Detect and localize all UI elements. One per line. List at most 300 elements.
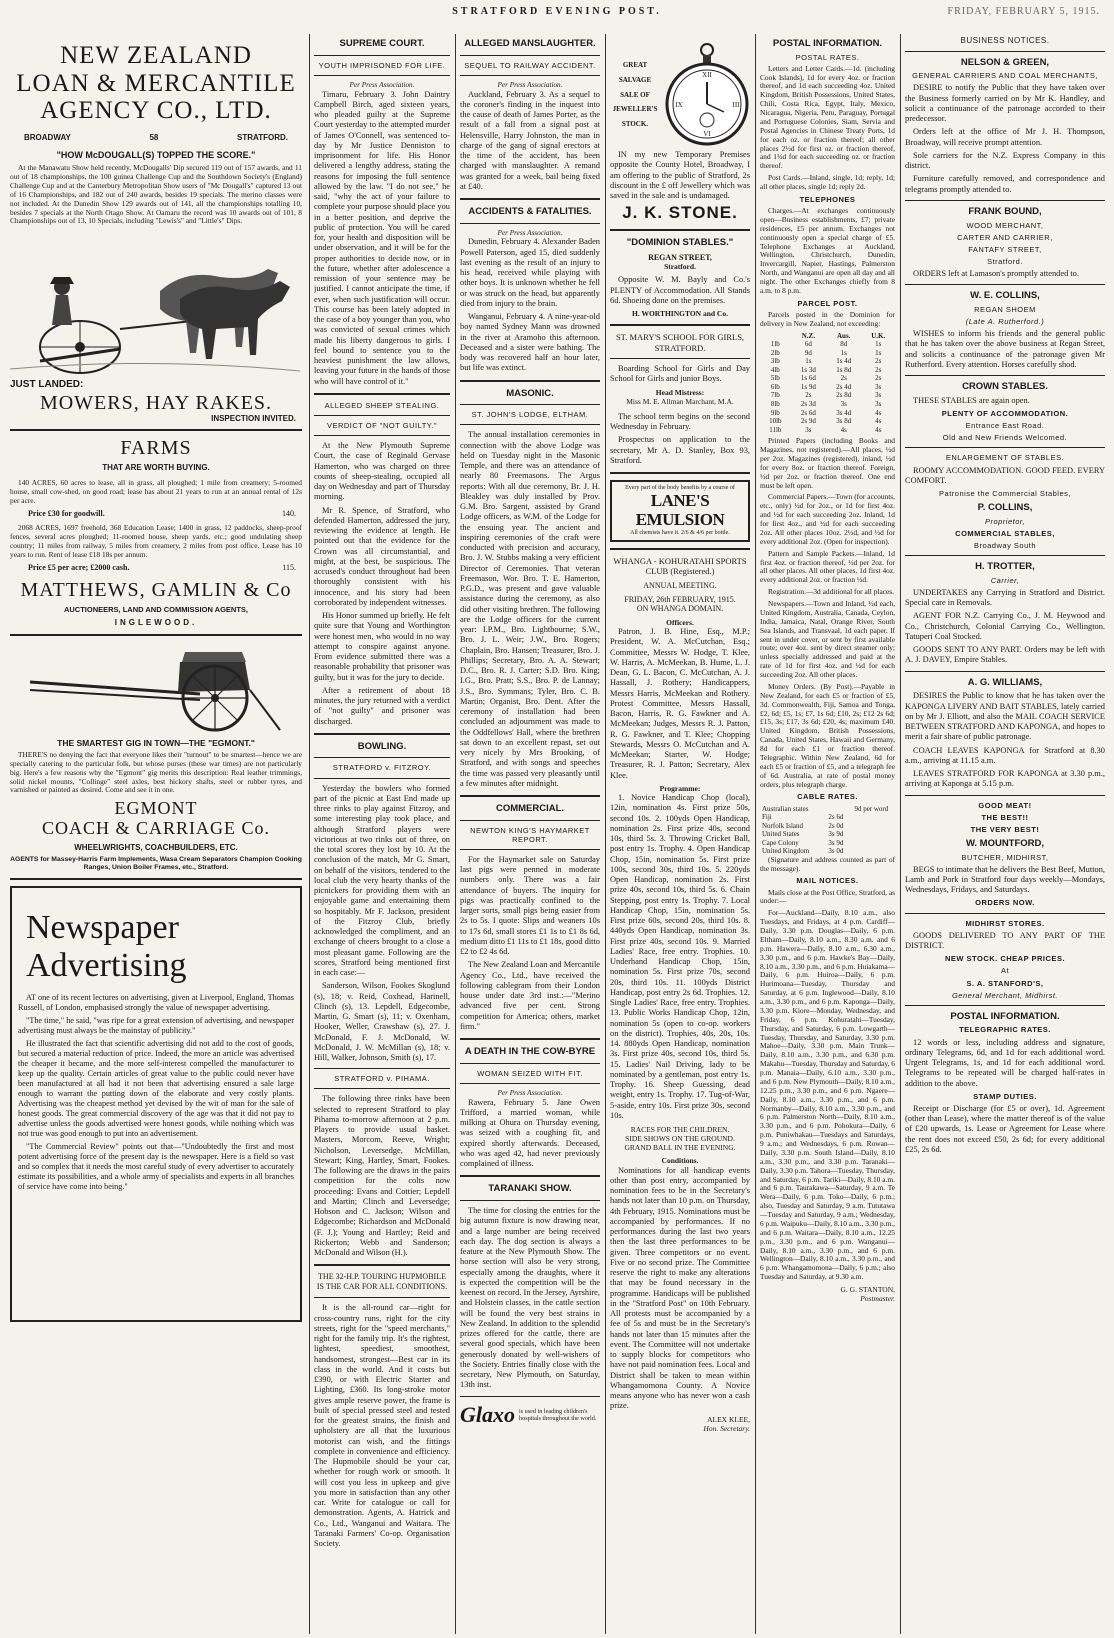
telephones-heading: TELEPHONES (799, 194, 856, 204)
parcel-cell: 3s (840, 400, 847, 408)
parcel-header-cell: U.K. (871, 331, 886, 340)
stamp-duties-heading: STAMP DUTIES. (973, 1091, 1037, 1101)
column-rule (900, 34, 901, 1634)
divider (460, 404, 600, 405)
cable-cell (848, 813, 895, 822)
commercial-body-1: For the Haymarket sale on Saturday last pigs were penned in moderate numbers only. There was a fair attendance of buyers. The inquiry for pigs was practically confined to the larger sorts, small pigs being easier from 2s to 5s. I quote: Slips and weaners 10s to 17s 6d, small stores £1 1s to £1 8s 6d, medium ditto £1 11s to £1 18s, good ditto £2 to £2 4s 6d. (460, 854, 600, 957)
parcel-header-cell: Aus. (837, 331, 851, 340)
enlargement-owner-3: COMMERCIAL STABLES, (955, 528, 1055, 538)
parcel-row (760, 417, 895, 426)
nzlm-name-2: LOAN & MERCANTILE (16, 69, 296, 97)
just-landed: JUST LANDED: (10, 379, 84, 391)
parcel-row (760, 366, 895, 375)
parcel-rates-table (760, 332, 895, 434)
whanga-programme: 1. Novice Handicap Chop (local), 12in, nomination 4s. First prize 50s, second 10s. 2. 100yds Open Handicap, nomination 2s. First prize 40s, second 10s, third 5s. 3. Throwing Cricket Ball, post entry 1s. Trophy. 4. Open Handicap Chop, 15in, nomination 5s. First prize 100s, second 30s, third 10s. 5. 220yds Open Handicap, nomination 2s. First prize 40s, second 10s, third 5s. 6. Chain Stepping, post entry 1s. Trophy. 7. Local Handicap Chop, 15in, nomination 5s. First prize 60s, second 20s, third 10s. 8. 440yds Open Handicap, nomination 3s. First prize 40s, second 10s. 9. Married Ladies' Race, free entry. Trophies. 10. Underhand Handicap Chop, 15in, nomination 5s. First prize 70s, second 20s, third 10s. 11. 100yds District Handicap, post entry 2s 6d. Trophies. 12. Single Ladies' Race, free entry. Trophies. 13. Public Works Handicap Chop, 12in, nomination 5s (open to co-op. workers on the district). Trophies, 40s, 20s, 10s. 14. 880yds Open Handicap, nomination 3s. First prize 40s, second 10s, third 5s. 15. Ladies' Nail Driving, lady to be nominated by a gentleman, post entry 1s. Trophy. 16. Sheep Guessing, dead weight, entry 1s. Trophy. 17. Tug-of-War, 5-aside, entry 10s. First prize 30s, second 10s. (610, 793, 750, 1120)
sheep-body-1: At the New Plymouth Supreme Court, the case of Reginald Gervase Hamerton, who was charged on three counts of sheep-stealing, occupied all day on Wednesday and part of Thursday morning. (314, 441, 450, 502)
accidents-body-1: Dunedin, February 4. Alexander Baden Powell Paterson, aged 15, died suddenly last evening as the result of an injury to his head, received while playing with other boys. It is unknown whether he fell or was struck on the head, but apparently died from injury to the brain. (460, 237, 600, 308)
dominion-town: Stratford. (664, 262, 696, 272)
column-3 (460, 34, 600, 1634)
collins-name: W. E. COLLINS, (970, 290, 1040, 302)
cable-cell: Fiji (762, 813, 772, 822)
parcel-cell: 3s 4d (836, 408, 852, 417)
parcel-cell: 1s 8d (836, 365, 852, 374)
whanga-conditions-label: Conditions. (661, 1156, 699, 1166)
masonic-headline: MASONIC. (506, 387, 554, 399)
advertising-title-2: Advertising (26, 946, 187, 984)
frank-bound-address: FANTAFY STREET, (968, 244, 1042, 254)
nelson-green-body-2: Orders left at the office of Mr J. H. Thompson, Broadway, will receive prompt attention. (905, 127, 1105, 147)
salvage-advert (610, 40, 750, 150)
whanga-side-shows: SIDE SHOWS ON THE GROUND. (625, 1134, 735, 1144)
parcel-cell: 1s 9d (800, 382, 816, 391)
mountford-body: BEGS to intimate that he delivers the Best Beef, Mutton, Lamb and Pork in Stratford four days weekly—Mondays, Wednesdays, Fridays, and Saturdays. (905, 864, 1105, 895)
parcel-row (760, 400, 895, 409)
cable-cell: Australian states (762, 804, 809, 813)
pihama-sub: STRATFORD v. PIHAMA. (334, 1074, 430, 1084)
cable-cell: 2s 0d (828, 821, 844, 830)
parcel-cell: 9lb (770, 408, 780, 417)
parcel-row (760, 340, 895, 349)
egmont-name-1: EGMONT (114, 798, 198, 819)
cable-cell: 9d per word (854, 804, 889, 813)
farms-title: FARMS (120, 437, 192, 460)
parcel-cell: 1lb (770, 340, 780, 349)
masonic-body: The annual installation ceremonies in connection with the above Lodge was held on Tuesday night in the Masonic Temple, and there was an attendance of nearly 80 Freemasons. The Argus reports: With all due ceremony, Br. J. H. Bleakley was duly installed by Prov. G.M. Bro. Sargent, assisted by Grand Lodge officers, as W.M. of the Lodge for the ensuing year. The ancient and inspiring ceremonies of the craft were conducted with precision and accuracy, Bro. J. W. Stubbs making a very efficient Director of Ceremonies. That veteran Freemason, Wor. Bro. T. E. Hamerton, P.G.D., was present and gave valuable assistance during the ceremony, as also did other visiting brethren. The following are the Lodge officers for the current year: I.P.M., Bro. Lightbourne; S.W., Bro. J. L. Weir; J.W., Bro. Rogers; Chaplain, Bro. Hansen; Treasurer, Bro. J. Phillips; Secretary, Bro. A. A. Stewart; D.C., Bro. R. J. Carter; S.D. Bro. King; I.G., Bro. Pratt; S.S., Bro. P. de Lannay; J.S., Bro. Symmans; Tyler, Bro. C. B. Martin; Organist, Bro. Dent. After the ceremony of installation had been concluded an adjournment was made to the Oddfellows' Hall, where the brethren sat down to an excellent repast, set out very nicely by Mrs Brooking, of Stratford, and with songs and speeches the time was passed very pleasantly until a few minutes after midnight. (460, 430, 600, 788)
hupmobile-body: It is the all-round car—right for cross-country runs, right for the city streets, right for the "speed merchants," right for the family trip. It's the rightest, lightest, speediest, smoothest, handsomest, strongest—Best car in its class in the world. And it costs but £390, or with Electric Starter and Lighting, £360. Its long-stroke motor gives ample reserve power, the frame is built of special pressed steel and tested for the greatest strains, the finish and upholstery are all that the luxurious motorist can wish, and the fittings complete in convenience and efficiency. The Hupmobile should be your car, whether for rough work or smooth. It will cost you less in upkeep and give you more in satisfaction than any other car. Write for catalogue or call for demonstration. Agents, A. Hatrick and Co., Ltd., Wanganui and Waitara. The Taranaki Farmers' Co-op. Organisation Society. (314, 1303, 450, 1549)
supreme-court-sub: YOUTH IMPRISONED FOR LIFE. (318, 60, 446, 70)
cable-cell: Norfolk Island (762, 821, 804, 830)
mountford-sub: BUTCHER, MIDHIRST, (961, 852, 1049, 862)
svg-text:IX: IX (675, 101, 683, 109)
divider (905, 795, 1105, 796)
divider (10, 634, 302, 636)
parcel-cell: 3lb (770, 357, 780, 366)
advertising-para-4: "The Commercial Review" points out that—"Undoubtedly the first and most potent advertising force of the present day is the newspaper. Here is a field so vast and so complex that it needs the most careful study of every advertiser to accurately estimate its possibilities, and a whole army of specialists and experts in all branches of service have come into being." (18, 1142, 294, 1192)
parcel-cell: 2lb (770, 348, 780, 357)
manslaughter-headline: ALLEGED MANSLAUGHTER. (464, 38, 596, 49)
st-marys-mistress: Miss M. E. Allman Marchant, M.A. (626, 396, 734, 406)
telegraphic-heading: TELEGRAPHIC RATES. (959, 1025, 1051, 1035)
farm-1-price-row (28, 509, 296, 519)
divider (905, 284, 1105, 285)
manslaughter-sub: SEQUEL TO RAILWAY ACCIDENT. (464, 60, 596, 70)
divider (314, 435, 450, 436)
parcel-row (760, 383, 895, 392)
business-notices-heading: BUSINESS NOTICES. (960, 36, 1050, 45)
egmont-agents: AGENTS for Massey-Harris Farm Implements, Wasa Cream Separators Champion Cooking Ranges, Union Boiler Frames, etc., Stratford. (10, 855, 302, 871)
st-marys-mistress-label: Head Mistress: (655, 387, 705, 397)
meat-heading-3: THE VERY BEST! (970, 824, 1040, 834)
telephones-body: Charges.—At exchanges continuously open—Business establishments, £7; private residences, £5 per annum. Exchanges not continuously open a special charge of £5. Telephone Exchanges at Auckland, Wellington, Christchurch, Dunedin, Invercargill, Napier, Hastings, Palmerston North, and Wanganui are open all day and all night. The other Exchanges chiefly from 8 a.m. to 8 p.m. (760, 206, 895, 295)
williams-body: DESIRES the Public to know that he has taken over the KAPONGA LIVERY AND BAIT STABLES, lately carried on by Mr J. Elliott, and also the MAIL COACH SERVICE BETWEEN STRATFORD AND KAPONGA, and hopes to merit a fair share of public patronage. (905, 691, 1105, 742)
farm-1: 140 ACRES, 60 acres to lease, all in grass, all ploughed; 1 mile from creamery; 5-roomed house, small cow-shed, on good road; lease has about 21 years to run at an annual rental of 12s per acre. (10, 478, 302, 505)
cow-byre-headline: A DEATH IN THE COW-BYRE (464, 1046, 596, 1058)
parcel-cell: 2s (840, 374, 847, 383)
parcel-row (760, 349, 895, 358)
column-rule (605, 34, 606, 1634)
farms-advert (10, 437, 302, 627)
commercial-body-2: The New Zealand Loan and Mercantile Agency Co., Ltd., have received the following cablegram from their London house under date 3rd inst.:—"Merino advanced five per cent. Strong competition for America; others, market firm." (460, 960, 600, 1031)
pattern-packets: Pattern and Sample Packets.—Inland, 1d first 4oz. or fraction thereof, ½d per 2oz. for all other places. All other places, 1d first 4oz. every additional 2oz. or fraction ½d. (760, 548, 895, 585)
nelson-green-body: DESIRE to notify the Public that they have taken over the Business formerly carried on by Mr K. Handley, and solicit a continuance of the patronage accorded to their predecessor. (905, 83, 1105, 124)
column-1 (10, 34, 302, 1634)
whanga-signature: ALEX KLEE, (707, 1414, 750, 1424)
parcel-cell: 2s 9d (800, 417, 816, 426)
divider (905, 51, 1105, 52)
cable-row (760, 822, 895, 831)
midhirst-owner-2: General Merchant, Midhirst. (951, 990, 1059, 1000)
lanes-emulsion-advert (610, 480, 750, 542)
enlargement-owner: P. COLLINS, (977, 502, 1033, 514)
divider (460, 1038, 600, 1040)
whanga-domain: ON WHANGA DOMAIN. (636, 604, 724, 614)
enlargement-owner-2: Proprietor, (984, 516, 1026, 526)
mountford-name: W. MOUNTFORD, (965, 837, 1045, 849)
sheep-body-4: After a retirement of about 18 minutes, the jury returned with a verdict of "not guilty" and prisoner was discharged. (314, 685, 450, 726)
printed-papers: Printed Papers (including Books and Magazines, not registered).—All places, ½d per 2oz. Magazines (registered), inland, ½d for every 8oz. or fraction thereof. Foreign, ½d per 2oz. or fraction thereof. One end must be left open. (760, 436, 895, 490)
whanga-officers: Patron, J. B. Hine, Esq., M.P.; President, W. A. McCutchan, Esq.; Committee, Messrs W. Hodge, T. Klee, W. Harris, A. McMeekan, B. Hume, L. J. Dean, G. L. Bacon, C. McCutchan, A. J. Hassall, J. Rothery; Handicappers, Messrs Harris, McMeekan and Rothery. Protest Committee, Messrs Hassall, Bacon, Harris, R. G. Fawkner and A. McMeekan; Judges, Messrs R. J. Patton, R. G. Fawkner, and T. Klee; Chopping Stewards, Messrs O. McCutchan and A. McMeekan; Starter, W. Hodge; Treasurer, R. J. Patton; Secretary, Alex Klee. (610, 627, 750, 780)
divider (610, 324, 750, 326)
mail-heading: MAIL NOTICES. (796, 876, 859, 886)
sheep-body-3: His Honor summed up briefly. He felt quite sure that Young and Worthington were honest men, who would in no way attempt to conspire against anyone. From evidence submitted there was a reasonable probability that prisoner was guilty, but it was for the jury to decide. (314, 611, 450, 682)
parcel-cell: 2s (875, 357, 882, 366)
divider (905, 200, 1105, 201)
whanga-date: FRIDAY, 26th FEBRUARY, 1915. (624, 594, 736, 604)
cable-note: (Signature and address counted as part of the message). (760, 854, 895, 873)
parcel-header-cell: N.Z. (801, 331, 815, 340)
divider (314, 757, 450, 758)
salvage-line: SALVAGE (618, 75, 652, 84)
farms-subtitle: THAT ARE WORTH BUYING. (102, 463, 210, 473)
enlargement-body-2: Patronise the Commercial Stables, (939, 489, 1071, 499)
cow-byre-body: Rawera, February 5. Jane Owen Trifford, a married woman, while milking at Ohura on Thursday evening, was seized with a coughing fit, and expired shortly afterwards. Deceased, who was aged 42, had never previously complained of illness. (460, 1097, 600, 1169)
parcel-cell: 4s (875, 408, 882, 417)
cow-byre-sub: WOMAN SEIZED WITH FIT. (477, 1068, 583, 1078)
sheep-sub: VERDICT OF "NOT GUILTY." (326, 420, 438, 430)
matthews-name: MATTHEWS, GAMLIN & Co (20, 578, 292, 601)
sheep-headline: ALLEGED SHEEP STEALING. (324, 400, 440, 410)
divider (460, 1200, 600, 1201)
divider (460, 849, 600, 850)
matthews-sub: AUCTIONEERS, LAND AND COMMISSION AGENTS, (63, 604, 249, 614)
nzlm-addr-mid: 58 (149, 132, 159, 142)
divider (905, 375, 1105, 376)
divider (610, 472, 750, 474)
advertising-para-2: "The time," he said, "was ripe for a great extension of advertising, and newspaper advertising must always be the mainstay of publicity." (18, 1016, 294, 1036)
lanes-bottom: All chemists have it. 2/6 & 4/6 per bottle. (630, 529, 730, 536)
pihama-body: The following three rinks have been selected to represent Stratford to play Pihama to-morrow afternoon at 2 p.m. Players to provide usual basket. Masters, Morcom, Reeve, Wright; Nicholson, Leversedge, McMillan, Stewart; King, Hartley, Smart, Fookes. The following are the draws in the pairs competition for the colts now proceeding: Evans and Cottier; Lepdell and Martin; Clinch and Leversedge; Hobson and C. Jackson; Wilson and Edgecombe; Richardson and McDonald (F. J.); Young and Hartley; Reid and Rickerton; Webb and Sanderson; McDonald and Wilson (H.). (314, 1094, 450, 1258)
divider (460, 1083, 600, 1084)
midhirst-body: GOODS DELIVERED TO ANY PART OF THE DISTRICT. (905, 930, 1105, 950)
whanga-programme-label: Programme: (659, 783, 701, 793)
salvage-line: STOCK. (621, 120, 649, 129)
pocket-watch-icon (664, 40, 750, 150)
matthews-town: INGLEWOOD. (114, 617, 198, 627)
column-rule (309, 34, 310, 1634)
midhirst-at: At (1000, 966, 1010, 976)
accidents-body-2: Wanganui, February 4. A nine-year-old boy named Sydney Mann was drowned in the river at Aramoho this afternoon. Deceased and a sister were bathing. The body was recovered half an hour later, but life was extinct. (460, 312, 600, 373)
st-marys-term: The school term begins on the second Wednesday in February. (610, 411, 750, 432)
postal-info-2-heading: POSTAL INFORMATION. (950, 1010, 1060, 1022)
divider (314, 75, 450, 76)
farm-1-number: 140. (282, 508, 296, 518)
parcel-cell: 1s (875, 348, 882, 357)
newspaper-advertising-box (10, 886, 302, 1322)
lanes-top: Every part of the body benefits by a course of (625, 485, 735, 492)
whanga-meeting: ANNUAL MEETING. (643, 580, 717, 590)
st-marys-headline: ST. MARY'S SCHOOL FOR GIRLS, STRATFORD. (615, 332, 745, 353)
bowling-body: Yesterday the bowlers who formed part of the picnic at East End made up three rinks to play against Fitzroy, and some interesting play took place, and although Stratford players were victorious at two rinks out of three, on the total scores they lost by 10. At the conclusion of the match, Mr G. Smart, on behalf of the visitors, tendered to the local club the very hearty thanks of the picnickers for providing them with an enjoyable game and entertaining them so hospitably. Mr F. Jackson, president of the Fitzroy Club, briefly acknowledged the compliment, and an exchange of cheers brought to a close a most pleasant game. Following are the scores, Stratford being mentioned first in each case:— (314, 783, 450, 977)
divider (314, 415, 450, 416)
divider (610, 229, 750, 231)
whanga-signature-title: Hon. Secretary. (703, 1423, 750, 1433)
farm-2-price-row (28, 563, 296, 573)
dominion-owner: H. WORTHINGTON and Co. (632, 309, 728, 319)
bowling-headline: BOWLING. (357, 740, 407, 752)
parcel-heading: PARCEL POST. (797, 298, 858, 308)
sheep-body-2: Mr R. Spence, of Stratford, who defended Hamerton, addressed the jury, reviewing the evidence at length. He pointed out that the evidence for the Crown was all circumstantial, and might, at the best, be suspicious. The accused's conduct throughout had been thoroughly consistent with his innocence, and his story had been corroborated by independent witnesses. (314, 505, 450, 607)
parcel-cell: 3s (875, 391, 882, 400)
cable-cell: United Kingdom (762, 847, 810, 856)
parcel-cell: 4s (875, 417, 882, 426)
frank-bound-town: Stratford. (987, 256, 1023, 266)
nzlm-addr-left: BROADWAY (24, 132, 71, 142)
divider (460, 223, 600, 224)
egmont-sub: WHEELWRIGHTS, COACHBUILDERS, ETC. (74, 842, 238, 852)
masthead-title: STRATFORD EVENING POST. (452, 6, 662, 17)
gig-headline: THE SMARTEST GIG IN TOWN—THE "EGMONT." (57, 737, 255, 748)
parcel-header-cell (760, 332, 791, 341)
parcel-cell: 1s (875, 340, 882, 349)
parcel-row (760, 391, 895, 400)
meat-heading-2: THE BEST!! (981, 812, 1029, 822)
accidents-headline: ACCIDENTS & FATALITIES. (468, 206, 592, 217)
manslaughter-source: Per Press Association. (497, 80, 563, 89)
whanga-races: RACES FOR THE CHILDREN. (630, 1125, 730, 1135)
divider (905, 913, 1105, 914)
nzlm-name-3: AGENCY CO., LTD. (40, 97, 272, 124)
farm-2: 2068 ACRES, 1697 freehold, 368 Education Lease; 1400 in grass, 12 paddocks, sheep-proof fences, several acres ploughed; 11-roomed house, sheep yards, etc.; good undulating sheep country; 11 miles from railway, 5 miles from creamery, 2 miles from post office. Lease has 10 years to run. Rent of lease £18 18s per annum. (10, 523, 302, 560)
divider (905, 671, 1105, 672)
taranaki-show-headline: TARANAKI SHOW. (488, 1183, 572, 1195)
parcel-cell: 10lb (769, 417, 782, 426)
divider (460, 1063, 600, 1064)
enlargement-body: ROOMY ACCOMMODATION. GOOD FEED. EVERY COMFORT. (905, 465, 1105, 485)
nzlm-body: At the Manawatu Show held recently, McDougalls' Dip secured 119 out of 157 awards, and 11 out of 18 championships, the 100 guinea Challenge Cup and the Southdown Society's (England) Challenge Cup and at the Canterbury Metropolitan Show users of "Mc Dougall's" captured 13 out of 16 Championships, and 182 out of 240 awards, besides 19 specials. The merino classes were not included. At the Dunedin Show 129 awards out of 141, all the championships totalling 10, besides 7 specials at the North Otago Show. At Oamaru the record was 10 awards out of 101, 8 Championships out of 13, 10 Specials, including "Lewis's" and "Little's" Dips. (10, 163, 302, 226)
parcel-cell: 1s 6d (800, 374, 816, 383)
parcel-cell: 3s (875, 400, 882, 408)
advertising-title-1: Newspaper (26, 908, 179, 946)
column-rule (455, 34, 456, 1634)
trotter-sub: Carrier, (990, 575, 1020, 585)
williams-body-3: LEAVES STRATFORD FOR KAPONGA at 3.30 p.m., arriving at Kaponga at 5.15 p.m. (905, 769, 1105, 789)
postal-letters: Letters and Letter Cards.—1d. (including Cook Islands), 1d for every 4oz. or fraction thereof, and 1d each succeeding 4oz. United Kingdom, British Possessions, United States, Chili, Costa Rica, Egypt, Italy, Mexico, Nicaragua, Nigeria, Peru, Paraguay, Portugal and Portuguese Colonies, Siam, Servia and Postal Agencies in Chinese Treaty Ports, 1d for each oz. or fraction thereof; all other places 2½d for first oz. or fraction thereof, and 1½d for each succeeding oz. or fraction thereof. (760, 63, 895, 171)
parcel-cell: 2s 3d (800, 400, 816, 408)
mower-illustration (10, 229, 300, 379)
supreme-court-headline: SUPREME COURT. (339, 38, 425, 49)
stamp-duties-body: Receipt or Discharge (for £5 or over), 1d. Agreement (other than Lease), where the matter thereof is of the value of £20 upwards, 1s. Lease or Agreement for Lease where the rent does not exceed £50, 2s 6d; for every additional £25, 2s 6d. (905, 1103, 1105, 1154)
nzlm-name-1: NEW ZEALAND (60, 42, 252, 69)
parcel-row (760, 426, 895, 435)
cable-cell (824, 805, 848, 814)
svg-text:VI: VI (703, 130, 711, 138)
frank-bound-name: FRANK BOUND, (968, 205, 1042, 217)
divider (460, 795, 600, 797)
parcel-cell: 2s (875, 365, 882, 374)
midhirst-owner: S. A. STANFORD'S, (966, 978, 1044, 988)
parcel-cell: 2s 4d (836, 382, 852, 391)
trotter-body: UNDERTAKES any Carrying in Stratford and District. Special care in Removals. (905, 587, 1105, 608)
whanga-officers-label: Officers. (666, 618, 694, 628)
dominion-headline: "DOMINION STABLES." (626, 236, 734, 248)
frank-bound-sub: WOOD MERCHANT, (966, 220, 1044, 230)
parcel-cell: 7lb (770, 391, 780, 400)
trotter-name: H. TROTTER, (975, 561, 1035, 573)
postal-postcards: Post Cards.—Inland, single, 1d; reply, 1d; all other places, single 1d; reply 2d. (760, 173, 895, 192)
collins-sub: REGAN SHOEM (974, 304, 1036, 314)
parcel-cell: 5lb (770, 374, 780, 383)
nzlm-headline: "HOW McDOUGALL(S) TOPPED THE SCORE." (56, 150, 256, 161)
cable-cell: 3s 9d (828, 838, 844, 847)
lanes-name: LANE'S EMULSION (635, 491, 725, 530)
parcel-cell: 2s 6d (800, 408, 816, 417)
gig-illustration (10, 642, 300, 734)
manslaughter-body: Auckland, February 3. As a sequel to the coroner's finding in the inquest into the cause of death of James Porter, as the result of a fall from a signal post at Helensville, Harry Johnston, the man in charge of the gang of signal erectors at the time of the accident, has been charged with manslaughter. A remand was granted for a week, bail being fixed at £40. (460, 89, 600, 191)
commercial-headline: COMMERCIAL. (495, 803, 565, 815)
nzlm-addr-right: STRATFORD. (237, 132, 288, 142)
cable-cell: 2s 6d (828, 813, 844, 822)
supreme-court-source: Per Press Association. (349, 80, 415, 89)
cable-cell: United States (762, 830, 800, 839)
parcel-cell: 2s (875, 374, 882, 383)
stone-body: IN my new Temporary Premises opposite the County Hotel, Broadway, I am offering to the public of Stratford, 2s discount in the £ off Jewellery which was saved in the sale and is undamaged. (610, 150, 750, 200)
enlargement-heading: ENLARGEMENT OF STABLES. (945, 453, 1065, 463)
advertising-para-1: AT one of its recent lectures on advertising, given at Liverpool, England, Thomas Russell, of London, emphasised strongly the value of newspaper advertising. (18, 993, 294, 1013)
parcel-cell: 1s (840, 348, 847, 357)
meat-heading: GOOD MEAT! (978, 800, 1032, 810)
cable-row (760, 813, 895, 822)
money-orders: Money Orders. (By Post).—Payable in New Zealand, for each £5 or fraction of £5, 3d. Commonwealth, Fiji, Samoa and Tonga, £2, 6d; £5, 1s; £7, 1s 6d; £10, 2s; £12 2s 6d; £15, 3s; £17, 3s 6d; £20, 4s; maximum £40. United Kingdom, British Possessions, Canada, United States, Hawaii and Germany, 8d for each £1 or fraction thereof. Telegraphic. Within New Zealand, 6d for each £5 or fraction of £5, and a telegraph fee of 6d. Australia, at rate of postal money orders, plus telegraph charge. (760, 681, 895, 789)
glaxo-text: is used in leading children's hospitals throughout the world. (519, 1407, 597, 1422)
masonic-sub: ST. JOHN'S LODGE, ELTHAM. (471, 410, 589, 420)
nzlm-address (24, 133, 288, 143)
farm-2-number: 115. (282, 562, 296, 572)
crown-stables-name: CROWN STABLES. (962, 381, 1048, 393)
salvage-line: JEWELLER'S (612, 105, 658, 114)
parcel-cell: 4s (840, 425, 847, 434)
svg-text:XII: XII (702, 71, 712, 79)
column-4 (610, 34, 750, 1634)
hupmobile-headline: THE 32-H.P. TOURING HUPMOBILE IS THE CAR FOR ALL CONDITIONS. (316, 1272, 448, 1292)
telegraphic-body: 12 words or less, including address and signature, ordinary Telegrams, 6d, and 1d for each additional word. Urgent Telegrams, 1s, and 1d for each additional word. Telegrams to be repeated will be charged half-rates in addition to the above. (905, 1037, 1105, 1088)
cable-row (760, 830, 895, 839)
dominion-body: Opposite W. M. Bayly and Co.'s PLENTY of Accommodation. All Stands 6d. Shoeing done on the premises. (610, 275, 750, 305)
bowling-sub: STRATFORD v. FITZROY. (332, 763, 432, 773)
whanga-headline: WHANGA - KOHURATAHI SPORTS CLUB (Registered.) (613, 556, 747, 577)
divider (460, 55, 600, 56)
gig-body: THERE'S no denying the fact that everyone likes their "turnout" to be smartest—hence we are specially catering to the particular folk, but whose purses (these war times) are not particularly big. Here's a few reasons why the "Egmont" gig merits this description: Real leather trimmings, solid nickel mounts, "Collinge" steel axles, best hickory shafts, steel or rubber tyres, and varnished or painted as desired. Come and see it in one. (10, 749, 302, 795)
parcel-cell: 4lb (770, 365, 780, 374)
divider (314, 778, 450, 779)
parcel-row (760, 374, 895, 383)
divider (314, 733, 450, 735)
st-marys-body: Boarding School for Girls and Day School for Girls and junior Boys. (610, 364, 750, 384)
parcel-cell: 3s 8d (836, 417, 852, 426)
nzlm-advert (10, 42, 302, 423)
divider (314, 393, 450, 395)
cable-cell: 3s 0d (828, 847, 844, 856)
parcel-cell: 3s (805, 425, 812, 434)
parcel-cell: 6d (804, 340, 812, 349)
enlargement-owner-4: Broadway South (973, 541, 1037, 551)
orders-now: ORDERS NOW. (975, 898, 1035, 908)
column-6 (905, 34, 1105, 1634)
salvage-line: GREAT (622, 61, 648, 70)
nelson-green-body-4: Furniture carefully removed, and correspondence and telegrams promptly attended to. (905, 174, 1105, 194)
parcel-row (760, 357, 895, 366)
column-2 (314, 34, 450, 1634)
frank-bound-sub-2: CARTER AND CARRIER, (957, 232, 1053, 242)
divider (460, 198, 600, 200)
postal-headline: POSTAL INFORMATION. (772, 38, 883, 49)
egmont-name-2: COACH & CARRIAGE Co. (41, 818, 271, 839)
parcel-cell: 1s 4d (836, 357, 852, 366)
parcel-cell: 2s (805, 391, 812, 400)
column-5 (760, 34, 895, 1634)
divider (460, 380, 600, 382)
parcel-cell: 8d (840, 340, 848, 349)
collins-sub-2: (Late A. Rutherford.) (965, 317, 1045, 327)
accidents-source: Per Press Association. (497, 228, 563, 237)
farm-1-price: Price £30 for goodwill. (28, 508, 105, 518)
divider (314, 1297, 450, 1298)
cow-byre-source: Per Press Association. (497, 1088, 563, 1097)
farm-2-price: Price £5 per acre; £2000 cash. (28, 562, 130, 572)
nelson-green-body-3: Sole carriers for the N.Z. Express Company in this district. (905, 150, 1105, 171)
mail-body: For—Auckland—Daily, 8.10 a.m., also Tuesdays, and Fridays, at 4 p.m. Cardiff—Daily, 3.30 p.m. Douglas—Daily, 6 p.m. Eltham—Daily, 8.10 a.m., 8.30 a.m. and 6 p.m. Hawera—Daily, 8.10 a.m., 6.30 a.m., 3.30 p.m., and 6 p.m. Hawke's Bay—Daily, 8.10 a.m., 3.30 p.m., and 6 p.m. Huiakama—Daily, 6 p.m. Huiroa—Daily, 6 p.m. Hurimoana—Tuesday, Thursday and Saturday, at 6 p.m. Inglewood—Daily, 8.10 a.m., 3.30 p.m., and 6 p.m. Kaponga—Daily, 3.30 p.m. Kiore—Monday, Wednesday, and Friday, 6 p.m. Kohuratahi—Tuesday, Thursday, and Saturday, 6 p.m. Lowgarth—Tuesday, Thursday, and Saturday, 3.30 p.m. Mahoe—Daily, 3.30 p.m. Main Trunk—Daily, 8.10 a.m., 3.30 p.m., and 6.30 p.m. Makahu—Tuesday, Thursday and Saturday, 6 p.m. Manaia—Daily, 6.10 a.m., 3.30 p.m., and 6 p.m. New Plymouth—Daily, 8.10 a.m., 12.25 p.m., 3.30 p.m., and 6 p.m. Ngaere—Daily, 8.10 a.m., 3.30 p.m., and 6 p.m. Normanby—Daily, 8.10 a.m., 3.30 p.m., and 6 p.m. Palmerston North—Daily, 8.10 a.m., 3.30 p.m., and 6 p.m. Pohokura—Daily, 6 p.m. Puniwhakau—Tuesdays and Saturdays, 9 a.m.; and Wednesdays, 6 p.m. Rowan—Daily, 3.30 p.m. South Island—Daily, 8.10 a.m., 3.30 p.m., and 3.30 p.m. Taranaki—Daily, 3.30 p.m. Tahora—Tuesday, Thursday, and Saturday, 6 p.m. Tariki—Daily, 8.10 a.m. and 6 p.m. Taurakawa—Saturday, 9 a.m. Te Wera—Daily, 6 p.m. Toko—Daily, 6 p.m.; also, Tuesday and Saturday, 9 a.m. Tututawa—Tuesday and Saturday, 9 a.m.; Wednesday, 6 p.m. Waipuku—Daily, 8.10 a.m., 3.30 p.m., and 6 p.m. Waitara—Daily, 8.10 a.m., 12.25 p.m., 3.30 p.m., and 6 p.m. Wanganui—Daily, 8.10 a.m., 3.30 p.m., and 6 p.m. Wellington—Daily, 8.10 a.m., 3.30 p.m., and 6 p.m. Whangamomona—Daily, 6 p.m.; also Tuesday and Saturday, at 9.30 a.m. (760, 908, 895, 1282)
parcel-cell: 2s 8d (836, 391, 852, 400)
parcel-header-row (760, 332, 895, 341)
commercial-papers: Commercial Papers.—Town (for accounts, etc., only) ½d for 2oz., or 1d for first 4oz. and ½d for each succeeding 2oz. Inland, 1d for first 4oz., and ½d for each succeeding 2oz. All other places 10oz. 2½d, and ½d for every additional 2oz. (Open for inspection). (760, 492, 895, 546)
parcel-row (760, 409, 895, 418)
divider (905, 447, 1105, 448)
masthead-date: FRIDAY, FEBRUARY 5, 1915. (947, 6, 1100, 17)
parcel-cell: 11lb (769, 425, 782, 434)
registration: Registration.—3d additional for all places. (768, 587, 895, 597)
divider (905, 555, 1105, 556)
divider (905, 1005, 1105, 1006)
trotter-body-2: AGENT FOR N.Z. Carrying Co., J. M. Heywood and Co., Christchurch, Colonial Carrying Co., Wellington. Tatuperi Coal Stocked. (905, 611, 1105, 641)
divider (10, 878, 302, 880)
divider (314, 1264, 450, 1266)
parcel-cell: 1s 3d (800, 365, 816, 374)
divider (314, 1088, 450, 1089)
glaxo-logo: Glaxo (460, 1401, 515, 1427)
egmont-advert (10, 642, 302, 872)
mail-intro: Mails close at the Post Office, Stratford, as under:— (760, 887, 895, 906)
salvage-line: SALE OF (620, 90, 650, 99)
nelson-green-name: NELSON & GREEN, (960, 56, 1050, 68)
midhirst-heading: MIDHIRST STORES. (965, 918, 1045, 928)
crown-stables-body-4: Old and New Friends Welcomed. (942, 433, 1068, 443)
divider (314, 55, 450, 56)
newspapers: Newspapers.—Town and Inland, ½d each, United Kingdom, Australia, Canada, Ceylon, India, Jamaica, Natal, Orange River, South Sea Islands, and Transvaal, 1d each paper. If sent in under cover, or sent by first available route; over 4oz. sent by direct steamer only; unless specially addressed and paid at the rate of 1d for first 4oz. and ½d for each succeeding 2oz. All other places. (760, 599, 895, 679)
mail-signature: G. G. STANTON, (840, 1285, 895, 1295)
divider (460, 1175, 600, 1177)
parcel-cell: 1s (805, 357, 812, 366)
cable-cell (848, 830, 895, 839)
divider (610, 548, 750, 550)
